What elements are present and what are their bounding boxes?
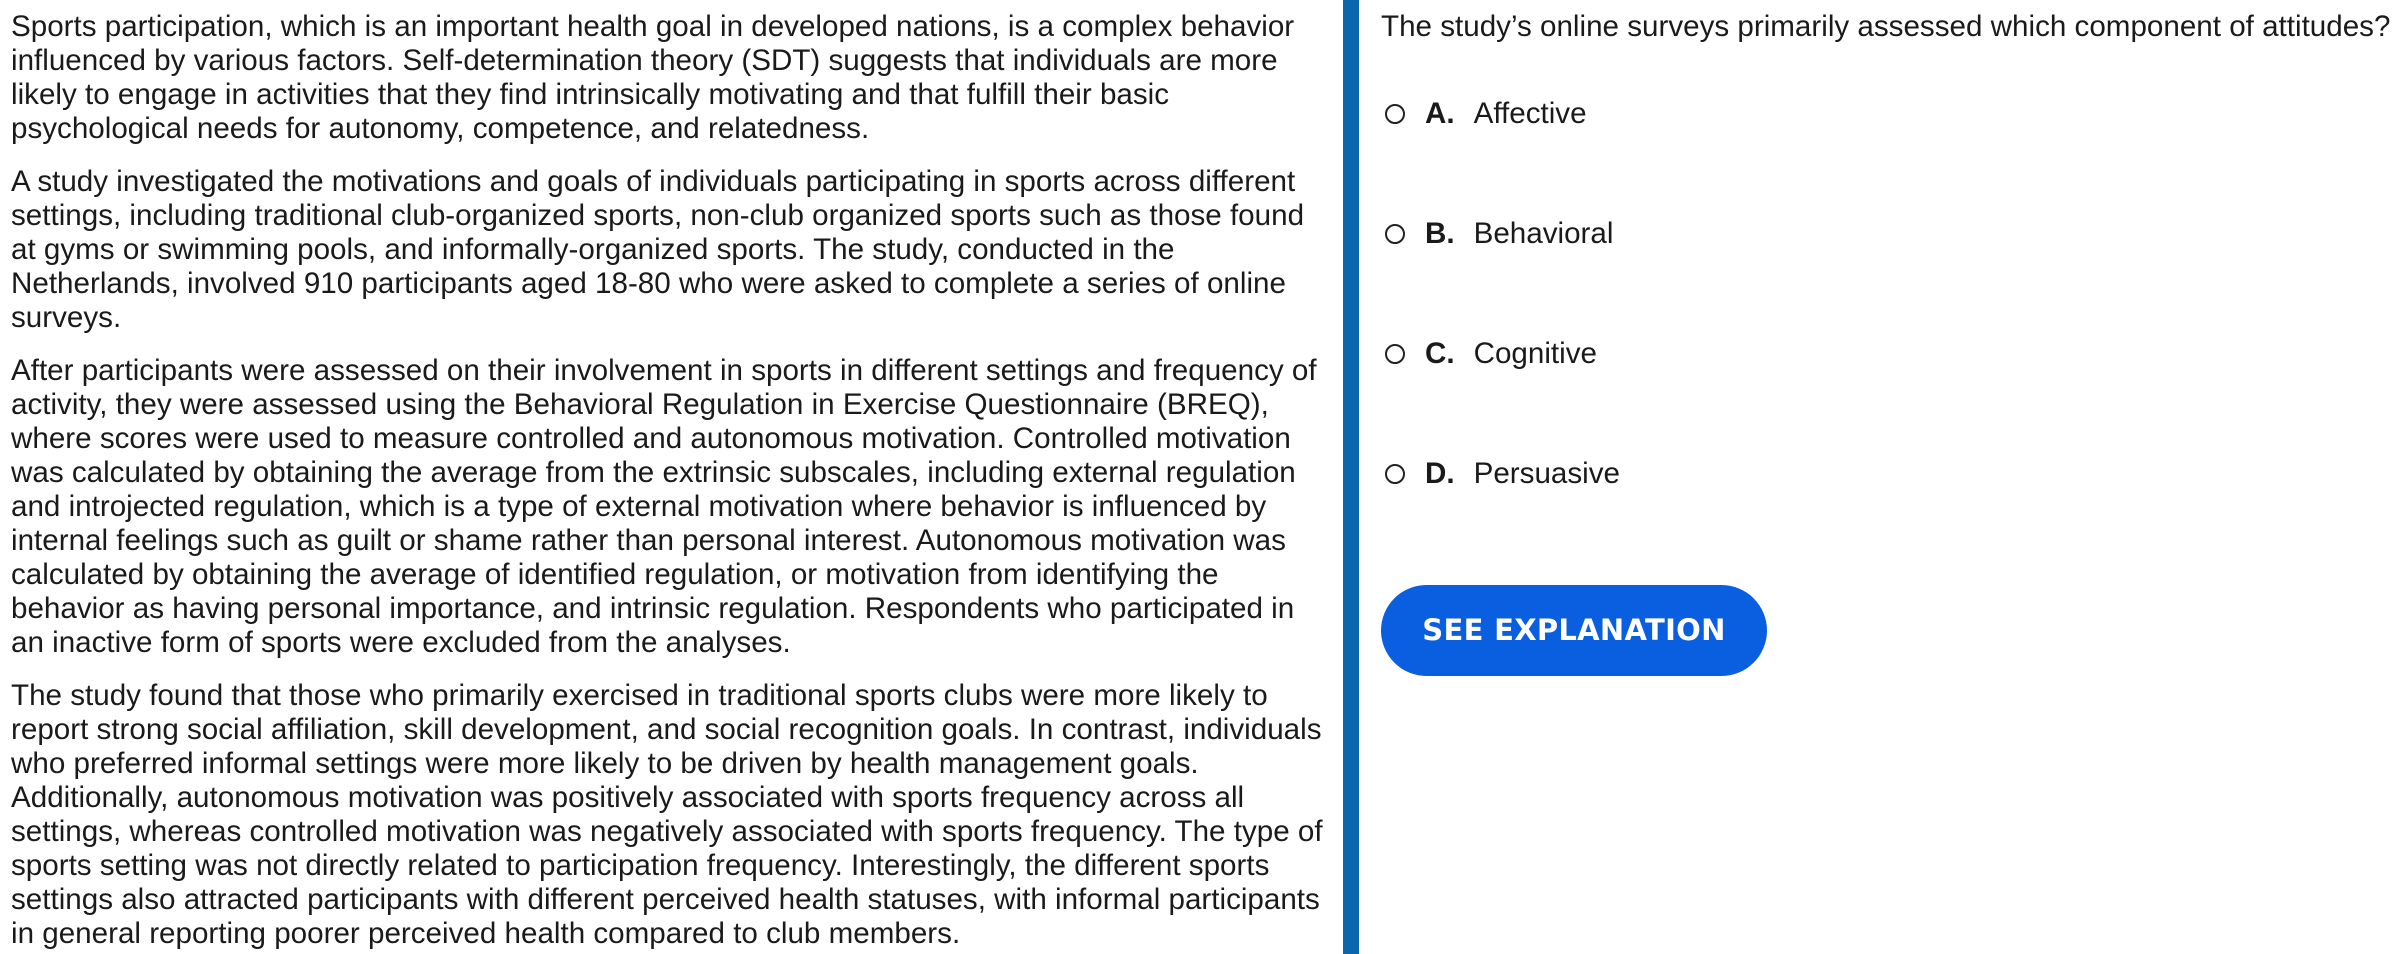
passage-paragraph-3: After participants were assessed on their involvement in sports in different settings and frequency of activity, they were assessed using the Behavioral Regulation in Exercise Questionnaire (BREQ), where scores were used to measure controlled and autonomous motivation. Controlled motivation was calculated by obtaining the average from the extrinsic subscales, including external regulation and introjected regulation, which is a type of external motivation where behavior is influenced by internal feelings such as guilt or shame rather than personal interest. Autonomous motivation was calculated by obtaining the average of identified regulation, or motivation from identifying the behavior as having personal importance, and intrinsic regulation. Respondents who participated in an inactive form of sports were excluded from the analyses. <box>11 354 1317 659</box>
choice-letter: D. <box>1425 457 1455 490</box>
passage-paragraph-2: A study investigated the motivations and goals of individuals participating in sports across different settings, including traditional club-organized sports, non-club organized sports such as those found at gyms or swimming pools, and informally-organized sports. The study, conducted in the Netherlands, involved 910 participants aged 18-80 who were asked to complete a series of online surveys. <box>11 165 1305 334</box>
radio-button-icon[interactable] <box>1385 104 1405 124</box>
choice-letter: A. <box>1425 97 1455 130</box>
choice-text: Persuasive <box>1473 457 1620 490</box>
question-panel <box>1381 0 2407 954</box>
answer-choice-d[interactable] <box>1381 454 1620 494</box>
passage-panel <box>11 10 1331 954</box>
choice-letter: C. <box>1425 337 1455 370</box>
choice-text: Cognitive <box>1473 337 1597 370</box>
choice-letter: B. <box>1425 217 1455 250</box>
radio-button-icon[interactable] <box>1385 464 1405 484</box>
passage-paragraph-4: The study found that those who primarily exercised in traditional sports clubs were more likely to report strong social affiliation, skill development, and social recognition goals. In contrast, individuals who preferred informal settings were more likely to be driven by health management goals. Additionally, autonomous motivation was positively associated with sports frequency across all settings, whereas controlled motivation was negatively associated with sports frequency. The type of sports setting was not directly related to participation frequency. Interestingly, the different sports settings also attracted participants with different perceived health statuses, with informal participants in general reporting poorer perceived health compared to club members. <box>11 679 1323 950</box>
answer-choice-c[interactable] <box>1381 334 1597 374</box>
see-explanation-button[interactable]: SEE EXPLANATION <box>1381 585 1767 676</box>
question-stem: The study’s online surveys primarily assessed which component of attitudes? <box>1381 10 2391 43</box>
choice-text: Behavioral <box>1473 217 1614 250</box>
radio-button-icon[interactable] <box>1385 224 1405 244</box>
answer-choice-a[interactable] <box>1381 94 1587 134</box>
pane-divider[interactable] <box>1343 0 1359 954</box>
passage-paragraph-1: Sports participation, which is an important health goal in developed nations, is a complex behavior influenced by various factors. Self-determination theory (SDT) suggests that individuals are more likely to engage in activities that they find intrinsically motivating and that fulfill their basic psychological needs for autonomy, competence, and relatedness. <box>11 10 1295 145</box>
choice-text: Affective <box>1473 97 1587 130</box>
radio-button-icon[interactable] <box>1385 344 1405 364</box>
answer-choice-b[interactable] <box>1381 214 1613 254</box>
